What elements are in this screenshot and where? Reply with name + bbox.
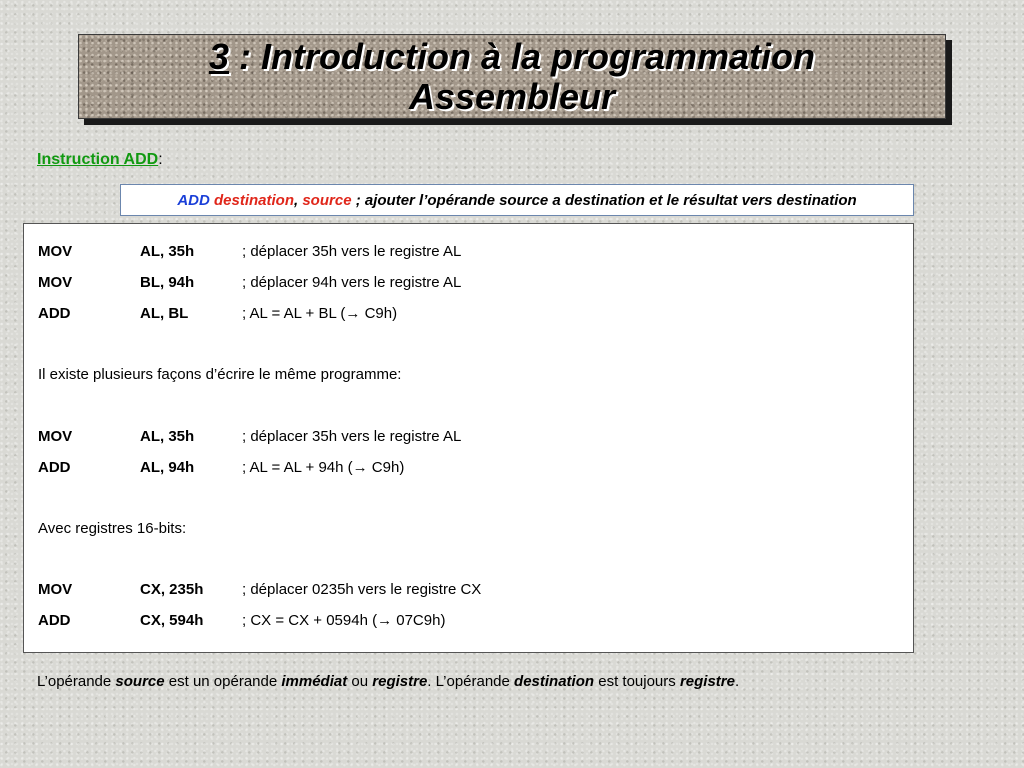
syntax-comma: , [294,191,299,209]
code-comment: ; AL = AL + BL (→ C9h) [242,305,398,322]
code-comment: ; déplacer 94h vers le registre AL [242,274,462,291]
slide-title [78,34,946,119]
footer-text: est toujours [594,673,680,690]
footer-text: L’opérande [37,673,116,690]
code-note-text: Il existe plusieurs façons d’écrire le même programme: [38,366,402,383]
code-operands: BL, 94h [140,274,195,291]
code-comment: ; déplacer 0235h vers le registre CX [242,581,482,598]
syntax-keyword-add: ADD [177,191,210,209]
title-number: 3 [208,35,229,77]
code-mnemonic: MOV [38,243,73,260]
footer-emphasis: immédiat [281,673,348,690]
title-line-2: Assembleur [408,75,616,117]
footer-note [37,673,739,690]
section-heading-colon: : [158,151,163,168]
code-note-text: Avec registres 16-bits: [38,520,187,537]
code-operands: AL, 94h [140,459,195,476]
code-mnemonic: MOV [38,274,73,291]
footer-text: est un opérande [164,673,282,690]
syntax-comment: ; ajouter l’opérande source a destination et le résultat vers destination [355,191,857,209]
syntax-source: source [302,191,352,209]
title-text: : Introduction à la programmation [229,35,816,77]
footer-emphasis: destination [514,673,595,690]
syntax-destination: destination [213,191,294,209]
code-mnemonic: ADD [38,459,71,476]
title-line-1 [209,37,815,77]
section-heading [37,151,163,169]
code-mnemonic: ADD [38,612,71,629]
code-operands: AL, BL [140,305,189,322]
code-mnemonic: ADD [38,305,71,322]
footer-text: ou [347,673,373,690]
footer-emphasis: registre [679,673,735,690]
code-operands: CX, 235h [140,581,204,598]
footer-emphasis: registre [372,673,428,690]
code-comment: ; déplacer 35h vers le registre AL [242,243,462,260]
section-heading-label: Instruction ADD [37,151,159,168]
code-mnemonic: MOV [38,428,73,445]
footer-text: . L’opérande [427,673,515,690]
code-comment: ; CX = CX + 0594h (→ 07C9h) [242,612,446,629]
syntax-box [120,184,914,216]
footer-text: . [734,673,740,690]
code-panel [23,223,914,653]
code-operands: CX, 594h [140,612,204,629]
code-comment: ; AL = AL + 94h (→ C9h) [242,459,405,476]
footer-emphasis: source [115,673,165,690]
code-operands: AL, 35h [140,243,195,260]
code-mnemonic: MOV [38,581,73,598]
code-operands: AL, 35h [140,428,195,445]
code-comment: ; déplacer 35h vers le registre AL [242,428,462,445]
